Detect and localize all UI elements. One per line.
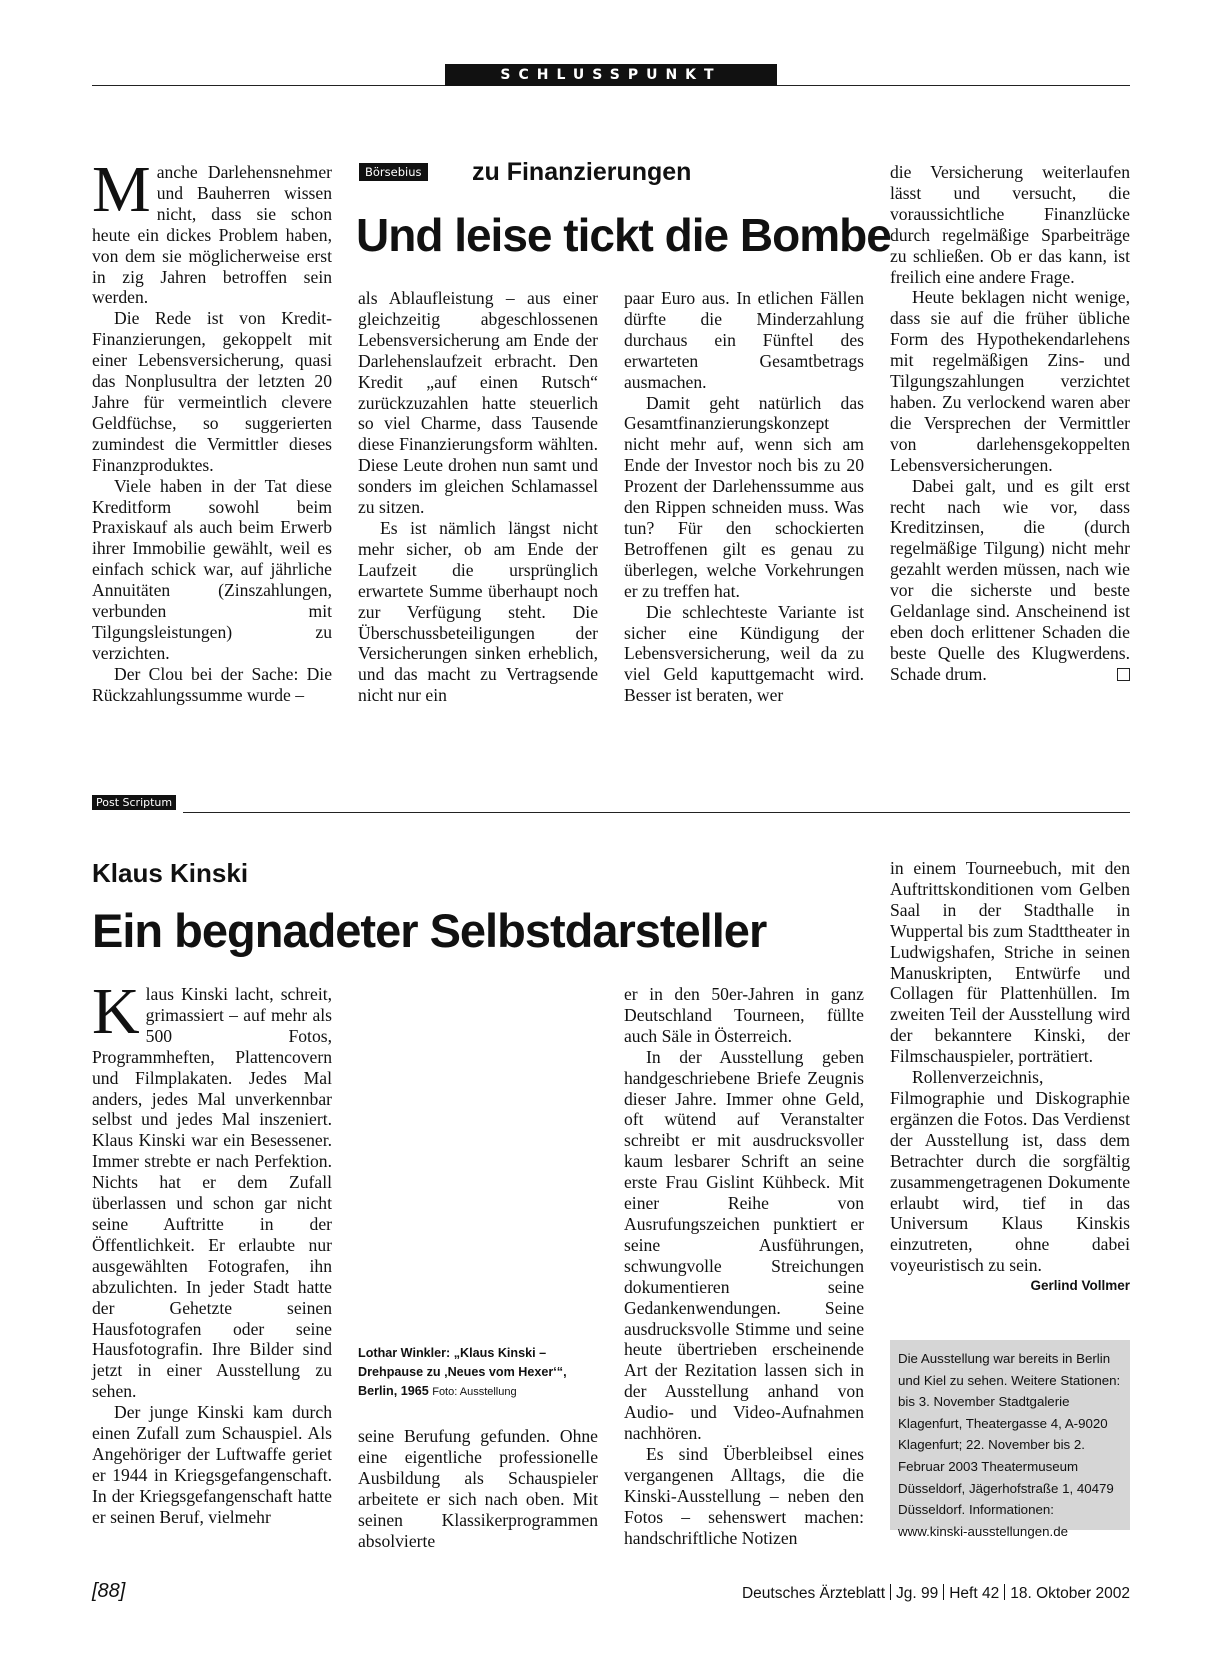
article2-kicker: Klaus Kinski	[92, 858, 249, 888]
article2-col3	[624, 984, 864, 1548]
article1-col1-p4: Der Clou bei der Sache: Die Rückzahlungssumme wurde –	[92, 663, 332, 705]
photo-caption	[358, 1344, 600, 1402]
article1-col1-p2: Die Rede ist von Kredit-Finanzierungen, gekoppelt mit einer Lebensversicherung, quasi das Nonplusultra der letzten 20 Jahre für vermeintlich clevere Geldfüchse, so suggerierten zumindest die Vermittler dieses Finanzproduktes.	[92, 308, 332, 475]
journal-volume: Jg. 99	[896, 1585, 939, 1602]
article2-col2	[358, 1426, 598, 1551]
journal-footer	[742, 1584, 1130, 1603]
caption-credit: Foto: Ausstellung	[432, 1386, 517, 1398]
article1-kicker: zu Finanzierungen	[472, 158, 692, 186]
journal-name: Deutsches Ärzteblatt	[741, 1585, 885, 1602]
article1-col4-p1: die Versicherung weiterlaufen lässt und versucht, die voraussichtliche Finanzlücke durch regelmäßige Sparbeiträge zu schließen. Ob er das kann, ist freilich eine andere Frage.	[890, 162, 1130, 287]
article1-col2-p1: als Ablaufleistung – aus einer gleichzeitig abgeschlossenen Lebensversicherung am Ende der Darlehenslaufzeit erbracht. Den Kredit „auf einen Rutsch“ zurückzuzahlen hatte steuerlich so viel Charme, dass Tausende diese Finanzierungsform wählten. Diese Leute drohen nun samt und sonders im gleichen Schlamassel zu sitzen.	[358, 288, 598, 518]
postscriptum-rule	[183, 812, 1130, 813]
article1-col4-p3	[890, 476, 1130, 685]
article2-col3-p1: er in den 50er-Jahren in ganz Deutschland Tourneen, füllte auch Säle in Österreich.	[624, 984, 864, 1046]
journal-date: 18. Oktober 2002	[1010, 1585, 1130, 1602]
article1-col1-p3: Viele haben in der Tat diese Kreditform sowohl beim Praxiskauf als auch beim Erwerb ihrer Immobilie gewählt, weil es einfach schick war, auf jährliche Annuitäten (Zinszahlungen, verbunden mit Tilgungsleistungen) zu verzichten.	[92, 475, 332, 663]
article1-col1-p1: anche Darlehensnehmer und Bauherren wissen nicht, dass sie schon heute ein dickes Problem haben, von dem sie möglicherweise erst in zig Jahren betroffen sein werden.	[92, 162, 332, 308]
end-mark-icon	[1117, 668, 1130, 681]
author-name: Gerlind Vollmer	[1030, 1278, 1130, 1294]
caption-text: Lothar Winkler: „Klaus Kinski – Drehpause zu ‚Neues vom Hexer‘“, Berlin, 1965	[358, 1346, 567, 1398]
exhibition-info-box: Die Ausstellung war bereits in Berlin und Kiel zu sehen. Weitere Stationen: bis 3. November Stadtgalerie Klagenfurt, Theatergasse 4, A-9020 Klagenfurt; 22. November bis 2. Februar 2003 Theatermuseum Düsseldorf, Jägerhofstraße 1, 40479 Düsseldorf. Informationen: www.kinski-ausstellungen.de	[890, 1340, 1130, 1530]
article1-col3	[624, 288, 864, 706]
article1-col2	[358, 288, 598, 706]
article2-col4-p1: in einem Tourneebuch, mit den Auftrittskonditionen vom Gelben Saal in der Stadthalle in Wuppertal bis zum Stadttheater in Ludwigshafen, Striche in seinen Manuskripten, Entwürfe und Collagen für Plattenhüllen. Im zweiten Teil der Ausstellung wird der bekanntere Kinski, der Filmschauspieler, porträtiert.	[890, 858, 1130, 1067]
article1-col3-p3: Die schlechteste Variante ist sicher eine Kündigung der Lebensversicherung, weil da zu viel Geld kaputtgemacht wird. Besser ist beraten, wer	[624, 601, 864, 706]
article2-col3-p3: Es sind Überbleibsel eines vergangenen Alltags, die die Kinski-Ausstellung – neben den Fotos – sehenswert machen: handschriftliche Notizen	[624, 1443, 864, 1548]
journal-issue: Heft 42	[949, 1585, 1000, 1602]
article1-col4-p3-text: Dabei galt, und es gilt erst recht nach wie vor, dass Kreditzinsen, die (durch regelmäßige Tilgung) nicht mehr gezahlt werden müssen, nach wie vor die sicherste und beste Geldanlage sind. Anscheinend ist eben doch erlittener Schaden die beste Quelle des Klugwerdens. Schade drum.	[890, 475, 1130, 684]
article2-col4	[890, 858, 1130, 1297]
article2-col1-p1: laus Kinski lacht, schreit, grimassiert – auf mehr als 500 Fotos, Programmheften, Plattencovern und Filmplakaten. Jedes Mal anders, jedes Mal unverkennbar selbst und jedes Mal inszeniert. Klaus Kinski war ein Besessener. Immer strebte er nach Perfektion. Nichts hat er dem Zufall überlassen und schon gar nicht seine Auftritte in der Öffentlichkeit. Er erlaubte nur ausgewählten Fotografen, ihn abzulichten. In jeder Stadt hatte der Gehetzte seinen Hausfotografen oder seine Hausfotografin. Ihre Bilder sind jetzt in einer Ausstellung zu sehen.	[92, 984, 332, 1402]
article2-col1-p2: Der junge Kinski kam durch einen Zufall zum Schauspiel. Als Angehöriger der Luftwaffe geriet er 1944 in Kriegsgefangenschaft. In der Kriegsgefangenschaft hatte er seinen Beruf, vielmehr	[92, 1402, 332, 1527]
footer-divider	[890, 1584, 891, 1600]
article1-dropcap: M	[92, 153, 151, 226]
article2-col1	[92, 975, 332, 1528]
article1-col4	[890, 162, 1130, 685]
article2-col3-p2: In der Ausstellung geben handgeschriebene Briefe Zeugnis dieser Jahre. Immer ohne Geld, oft wütend auf Veranstalter schreibt er mit ausdrucksvoller kaum lesbarer Schrift an seine erste Frau Gislint Kühbeck. Mit einer Reihe von Ausrufungszeichen punktiert er seine Ausführungen, schwungvolle Streichungen dokumentieren seine Gedankenwendungen. Seine ausdrucksvolle Stimme und seine heute übertrieben erscheinende Art der Rezitation lassen sich in der Ausstellung anhand von Audio- und Video-Aufnahmen nachhören.	[624, 1046, 864, 1444]
article1-col3-p2: Damit geht natürlich das Gesamtfinanzierungskonzept nicht mehr auf, wenn sich am Ende der Investor noch bis zu 20 Prozent der Darlehenssumme aus den Rippen schneiden muss. Was tun? Für den schockierten Betroffenen gilt es genau zu überlegen, welche Vorkehrungen er zu treffen hat.	[624, 392, 864, 601]
article2-col2-p1: seine Berufung gefunden. Ohne eine eigentliche professionelle Ausbildung als Schauspieler arbeitete er sich nach oben. Mit seinen Klassikerprogrammen absolvierte	[358, 1426, 598, 1551]
article1-col2-p2: Es ist nämlich längst nicht mehr sicher, ob am Ende der Laufzeit die ursprünglich erwartete Summe überhaupt noch zur Verfügung steht. Die Überschussbeteiligungen der Versicherungen sinken erheblich, und das macht zu Vertragsende nicht nur ein	[358, 517, 598, 706]
article1-headline: Und leise tickt die Bombe	[356, 209, 891, 261]
footer-divider	[943, 1584, 944, 1600]
article1-col3-p1: paar Euro aus. In etlichen Fällen dürfte die Minderzahlung durchaus ein Fünftel des erwarteten Gesamtbetrags ausmachen.	[624, 288, 864, 392]
article2-headline: Ein begnadeter Selbstdarsteller	[92, 904, 767, 957]
article2-col4-p2	[890, 1067, 1130, 1294]
article1-col1	[92, 153, 332, 706]
article2-col4-p2-text: Rollenverzeichnis, Filmographie und Diskographie ergänzen die Fotos. Das Verdienst der Ausstellung ist, dass dem Betrachter durch die sorgfältig zusammengetragenen Dokumente erlaubt wird, tief in das Universum Klaus Kinskis einzutreten, ohne dabei voyeuristisch zu sein.	[890, 1067, 1130, 1276]
article2-tag: Post Scriptum	[92, 795, 176, 810]
article1-tag: Börsebius	[359, 163, 428, 181]
page-number: [88]	[92, 1580, 126, 1602]
article1-col4-p2: Heute beklagen nicht wenige, dass sie auf die früher übliche Form des Hypothekendarlehens mit regelmäßigen Zins- und Tilgungszahlungen verzichtet haben. Zu verlockend waren aber die Versprechen der Vermittler von darlehensgekoppelten Lebensversicherungen.	[890, 287, 1130, 475]
article2-dropcap: K	[92, 975, 140, 1048]
section-header: SCHLUSSPUNKT	[445, 64, 777, 86]
footer-divider	[1004, 1584, 1005, 1600]
